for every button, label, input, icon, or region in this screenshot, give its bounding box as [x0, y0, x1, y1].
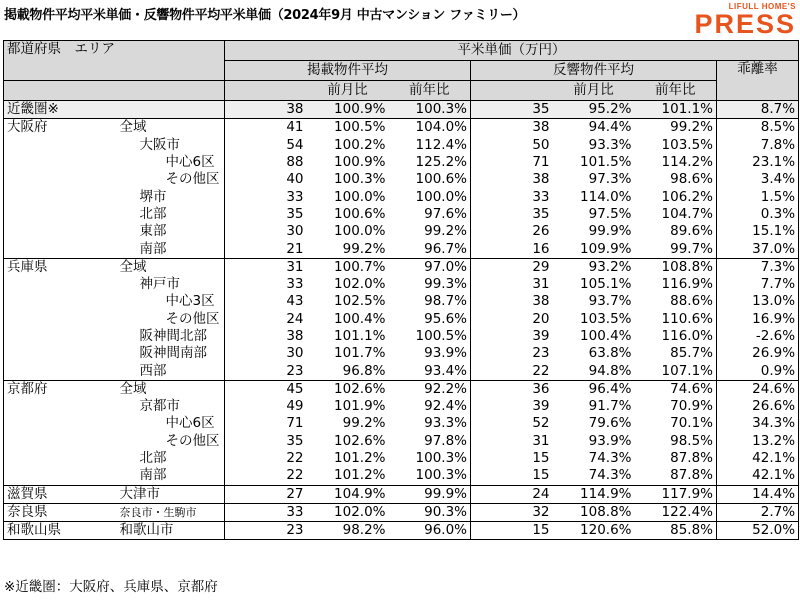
cell-area: 中心6区 — [94, 415, 225, 432]
cell-divergence: 15.1% — [717, 223, 799, 240]
cell-response-price: 39 — [532, 398, 550, 415]
cell-response-mom: 96.4% — [553, 380, 635, 398]
cell-prefecture: 奈良県 — [4, 503, 94, 521]
table-row — [4, 188, 799, 205]
cell-listing-mom: 96.8% — [342, 362, 386, 379]
cell-response-yoy: 116.0% — [635, 328, 717, 345]
price-table — [3, 40, 799, 540]
cell-prefecture — [4, 433, 94, 450]
cell-response-mom: 103.5% — [580, 310, 632, 327]
cell-prefecture — [4, 467, 94, 485]
cell-divergence: 7.3% — [717, 258, 799, 276]
cell-listing-yoy: 99.2% — [389, 223, 471, 240]
header-price-group: 平米単価（万円） — [225, 41, 799, 61]
table-row — [4, 223, 799, 240]
cell-area: 大津市 — [94, 485, 225, 503]
table-row — [4, 154, 799, 171]
table-row — [4, 345, 799, 362]
cell-prefecture — [4, 154, 94, 171]
cell-listing-mom: 99.2% — [342, 415, 386, 432]
cell-response-mom: 100.4% — [580, 328, 632, 344]
cell-response-mom: 93.9% — [588, 432, 632, 449]
header-response-blank — [471, 81, 553, 101]
cell-response-yoy: 103.5% — [635, 137, 717, 154]
cell-divergence: 23.1% — [717, 154, 799, 171]
cell-response-price: 50 — [532, 136, 550, 153]
cell-divergence: -2.6% — [717, 328, 799, 345]
header-area: 都道府県 エリア — [4, 41, 225, 81]
cell-area: 阪神間北部 — [94, 328, 225, 345]
cell-listing-yoy: 100.3% — [389, 101, 471, 119]
cell-prefecture — [4, 293, 94, 310]
cell-listing-mom: 102.6% — [307, 380, 389, 398]
cell-listing-yoy: 97.6% — [389, 206, 471, 223]
table-row — [4, 450, 799, 467]
cell-response-price: 31 — [532, 432, 550, 449]
cell-response-yoy: 70.9% — [635, 398, 717, 415]
table-row — [4, 240, 799, 258]
cell-listing-price: 35 — [286, 432, 304, 449]
cell-listing-mom: 101.2% — [334, 467, 386, 484]
cell-response-mom: 114.0% — [580, 188, 632, 205]
cell-response-price: 38 — [471, 119, 553, 137]
cell-response-yoy: 87.8% — [635, 467, 717, 485]
cell-response-mom: 93.3% — [588, 136, 632, 153]
cell-divergence: 42.1% — [717, 467, 799, 485]
cell-area — [94, 101, 225, 119]
header-response-yoy: 前年比 — [635, 81, 717, 101]
cell-listing-price: 71 — [286, 415, 304, 432]
cell-listing-mom: 100.7% — [307, 258, 389, 276]
cell-response-yoy: 70.1% — [635, 415, 717, 432]
cell-response-mom: 97.5% — [588, 205, 632, 222]
cell-response-price: 36 — [471, 380, 553, 398]
cell-listing-yoy: 93.9% — [389, 345, 471, 362]
cell-area: 北部 — [94, 450, 225, 467]
cell-prefecture — [4, 171, 94, 188]
cell-response-price: 24 — [471, 485, 553, 503]
table-row — [4, 522, 799, 540]
cell-response-yoy: 99.2% — [635, 119, 717, 137]
cell-response-price: 35 — [532, 205, 550, 222]
cell-response-price: 26 — [532, 223, 550, 240]
cell-prefecture: 兵庫県 — [4, 258, 94, 276]
cell-listing-price: 49 — [286, 398, 304, 415]
cell-listing-yoy: 99.9% — [389, 485, 471, 503]
cell-response-price: 16 — [532, 240, 550, 257]
cell-listing-price: 23 — [286, 362, 304, 379]
cell-response-mom: 97.3% — [588, 171, 632, 188]
cell-listing-yoy: 99.3% — [389, 276, 471, 293]
cell-listing-price: 30 — [286, 345, 304, 362]
cell-divergence: 8.7% — [717, 101, 799, 119]
cell-divergence: 2.7% — [717, 503, 799, 521]
cell-prefecture — [4, 311, 94, 328]
cell-listing-yoy: 125.2% — [389, 154, 471, 171]
cell-area: 奈良市・生駒市 — [94, 503, 225, 521]
cell-listing-yoy: 96.7% — [389, 240, 471, 258]
table-row — [4, 293, 799, 310]
table-row — [4, 137, 799, 154]
cell-response-mom: 99.9% — [588, 223, 632, 240]
cell-response-price: 33 — [532, 188, 550, 205]
logo-main-text: PRESS — [694, 9, 796, 39]
cell-prefecture — [4, 206, 94, 223]
cell-response-yoy: 87.8% — [635, 450, 717, 467]
cell-response-price: 39 — [532, 328, 550, 344]
cell-listing-price: 88 — [286, 154, 304, 171]
cell-response-mom: 79.6% — [588, 415, 632, 432]
cell-listing-mom: 101.9% — [334, 398, 386, 415]
cell-listing-mom: 100.0% — [334, 188, 386, 205]
cell-response-price: 38 — [532, 171, 550, 188]
cell-divergence: 24.6% — [717, 380, 799, 398]
lifull-homes-press-logo — [692, 2, 796, 37]
table-row — [4, 276, 799, 293]
cell-listing-yoy: 93.4% — [389, 362, 471, 380]
cell-response-yoy: 85.7% — [635, 345, 717, 362]
cell-divergence: 13.2% — [717, 433, 799, 450]
cell-area: 北部 — [94, 206, 225, 223]
cell-listing-mom: 101.1% — [334, 328, 386, 344]
cell-response-yoy: 98.5% — [635, 433, 717, 450]
cell-response-yoy: 89.6% — [635, 223, 717, 240]
cell-listing-mom: 100.4% — [334, 310, 386, 327]
cell-area: 京都市 — [94, 398, 225, 415]
header-row-1 — [4, 41, 799, 61]
cell-response-mom: 93.7% — [588, 293, 632, 310]
cell-response-mom: 95.2% — [553, 101, 635, 119]
cell-listing-mom: 99.2% — [342, 240, 386, 257]
cell-listing-yoy: 97.0% — [389, 258, 471, 276]
cell-listing-price: 33 — [286, 276, 304, 293]
cell-response-mom: 108.8% — [553, 503, 635, 521]
cell-response-mom: 94.8% — [588, 362, 632, 379]
cell-response-mom: 94.4% — [553, 119, 635, 137]
cell-area: その他区 — [94, 311, 225, 328]
table-row — [4, 328, 799, 345]
cell-area: 全域 — [94, 258, 225, 276]
cell-response-price: 32 — [471, 503, 553, 521]
cell-response-yoy: 110.6% — [635, 311, 717, 328]
cell-area: 南部 — [94, 467, 225, 485]
cell-listing-price: 43 — [286, 293, 304, 310]
cell-area: 中心6区 — [94, 154, 225, 171]
cell-divergence: 1.5% — [717, 188, 799, 205]
cell-response-price: 23 — [532, 345, 550, 362]
cell-area: 全域 — [94, 380, 225, 398]
cell-prefecture: 近畿圏※ — [4, 101, 94, 119]
table-row — [4, 311, 799, 328]
cell-prefecture — [4, 223, 94, 240]
cell-listing-price: 27 — [225, 485, 307, 503]
cell-divergence: 26.6% — [717, 398, 799, 415]
cell-response-yoy: 85.8% — [635, 522, 717, 540]
cell-listing-mom: 100.5% — [307, 119, 389, 137]
cell-listing-yoy: 104.0% — [389, 119, 471, 137]
cell-response-mom: 74.3% — [588, 450, 632, 467]
cell-prefecture — [4, 276, 94, 293]
cell-prefecture — [4, 415, 94, 432]
cell-area: 神戸市 — [94, 276, 225, 293]
cell-area: 東部 — [94, 223, 225, 240]
table-row — [4, 362, 799, 380]
cell-listing-yoy: 112.4% — [389, 137, 471, 154]
cell-divergence: 52.0% — [717, 522, 799, 540]
table-row — [4, 433, 799, 450]
cell-response-mom: 101.5% — [580, 154, 632, 171]
cell-listing-price: 35 — [286, 205, 304, 222]
cell-listing-yoy: 100.3% — [389, 467, 471, 485]
cell-divergence: 7.7% — [717, 276, 799, 293]
cell-listing-price: 31 — [225, 258, 307, 276]
cell-listing-yoy: 97.8% — [389, 433, 471, 450]
cell-response-yoy: 74.6% — [635, 380, 717, 398]
header-response-avg: 反響物件平均 — [471, 61, 717, 81]
cell-divergence: 13.0% — [717, 293, 799, 310]
table-row — [4, 503, 799, 521]
header-row-3 — [4, 81, 799, 101]
table-row — [4, 206, 799, 223]
cell-area: その他区 — [94, 171, 225, 188]
cell-area: 和歌山市 — [94, 522, 225, 540]
cell-response-price: 20 — [532, 310, 550, 327]
cell-divergence: 14.4% — [717, 485, 799, 503]
cell-response-price: 15 — [532, 450, 550, 467]
header-listing-mom: 前月比 — [307, 81, 389, 101]
cell-divergence: 8.5% — [717, 119, 799, 137]
cell-response-yoy: 98.6% — [635, 171, 717, 188]
cell-divergence: 16.9% — [717, 311, 799, 328]
cell-listing-mom: 100.2% — [334, 136, 386, 153]
cell-listing-mom: 100.3% — [334, 171, 386, 188]
cell-listing-price: 45 — [225, 380, 307, 398]
cell-listing-mom: 101.2% — [334, 450, 386, 467]
header-divergence: 乖離率 — [717, 61, 799, 101]
table-row — [4, 171, 799, 188]
cell-prefecture — [4, 362, 94, 380]
cell-listing-yoy: 92.2% — [389, 380, 471, 398]
cell-response-price: 15 — [471, 522, 553, 540]
cell-listing-price: 23 — [225, 522, 307, 540]
cell-response-mom: 74.3% — [588, 467, 632, 484]
cell-divergence: 0.3% — [717, 206, 799, 223]
cell-prefecture — [4, 328, 94, 345]
cell-listing-mom: 98.2% — [307, 522, 389, 540]
cell-response-price: 52 — [532, 415, 550, 432]
cell-listing-mom: 100.9% — [334, 154, 386, 171]
cell-listing-mom: 101.7% — [334, 345, 386, 362]
table-row — [4, 415, 799, 432]
cell-listing-mom: 100.0% — [334, 223, 386, 240]
cell-response-price: 29 — [471, 258, 553, 276]
cell-divergence: 26.9% — [717, 345, 799, 362]
cell-listing-price: 41 — [225, 119, 307, 137]
cell-area: 阪神間南部 — [94, 345, 225, 362]
cell-response-mom: 109.9% — [580, 240, 632, 257]
cell-prefecture — [4, 345, 94, 362]
cell-listing-mom: 102.5% — [334, 293, 386, 310]
cell-prefecture: 京都府 — [4, 380, 94, 398]
cell-response-price: 22 — [532, 362, 550, 379]
cell-area: 全域 — [94, 119, 225, 137]
table-row — [4, 467, 799, 485]
cell-response-yoy: 99.7% — [635, 240, 717, 258]
cell-area: 大阪市 — [94, 137, 225, 154]
cell-area: 南部 — [94, 240, 225, 258]
cell-response-yoy: 117.9% — [635, 485, 717, 503]
cell-listing-price: 54 — [286, 136, 304, 153]
cell-listing-yoy: 100.0% — [389, 188, 471, 205]
cell-area: 中心3区 — [94, 293, 225, 310]
cell-response-yoy: 104.7% — [635, 206, 717, 223]
cell-response-price: 15 — [532, 467, 550, 484]
cell-response-yoy: 114.2% — [635, 154, 717, 171]
cell-listing-yoy: 98.7% — [389, 293, 471, 310]
cell-listing-price: 22 — [286, 467, 304, 484]
cell-prefecture: 大阪府 — [4, 119, 94, 137]
cell-prefecture — [4, 188, 94, 205]
cell-listing-mom: 100.9% — [307, 101, 389, 119]
cell-listing-price: 22 — [286, 450, 304, 467]
cell-response-yoy: 88.6% — [635, 293, 717, 310]
header-listing-yoy: 前年比 — [389, 81, 471, 101]
cell-response-yoy: 101.1% — [635, 101, 717, 119]
cell-listing-yoy: 92.4% — [389, 398, 471, 415]
cell-response-yoy: 106.2% — [635, 188, 717, 205]
header-listing-blank — [225, 81, 307, 101]
cell-area: 堺市 — [94, 188, 225, 205]
logo-top-text: LIFULL HOME'S — [728, 2, 796, 11]
cell-listing-yoy: 100.5% — [389, 328, 471, 345]
cell-divergence: 37.0% — [717, 240, 799, 258]
cell-listing-price: 21 — [286, 240, 304, 257]
cell-response-price: 31 — [532, 276, 550, 293]
cell-listing-yoy: 100.6% — [389, 171, 471, 188]
cell-divergence: 3.4% — [717, 171, 799, 188]
cell-divergence: 0.9% — [717, 362, 799, 380]
cell-prefecture: 和歌山県 — [4, 522, 94, 540]
cell-prefecture: 滋賀県 — [4, 485, 94, 503]
table-row — [4, 485, 799, 503]
table-row — [4, 101, 799, 119]
cell-response-yoy: 107.1% — [635, 362, 717, 380]
cell-response-price: 35 — [471, 101, 553, 119]
cell-listing-mom: 104.9% — [307, 485, 389, 503]
header-listing-avg: 掲載物件平均 — [225, 61, 471, 81]
cell-area: 西部 — [94, 362, 225, 380]
cell-response-yoy: 116.9% — [635, 276, 717, 293]
cell-area: その他区 — [94, 433, 225, 450]
cell-listing-price: 33 — [225, 503, 307, 521]
cell-listing-price: 24 — [286, 310, 304, 327]
cell-response-yoy: 108.8% — [635, 258, 717, 276]
cell-listing-price: 30 — [286, 223, 304, 240]
cell-listing-yoy: 100.3% — [389, 450, 471, 467]
cell-listing-price: 38 — [286, 328, 304, 344]
cell-listing-yoy: 96.0% — [389, 522, 471, 540]
cell-listing-mom: 100.6% — [334, 205, 386, 222]
cell-response-price: 38 — [532, 293, 550, 310]
cell-prefecture — [4, 450, 94, 467]
cell-divergence: 7.8% — [717, 137, 799, 154]
cell-response-mom: 91.7% — [588, 398, 632, 415]
chart-title: 掲載物件平均平米単価・反響物件平均平米単価（2024年9月 中古マンション ファミリー） — [4, 8, 526, 23]
cell-prefecture — [4, 137, 94, 154]
header-response-mom: 前月比 — [553, 81, 635, 101]
cell-listing-yoy: 93.3% — [389, 415, 471, 432]
cell-response-mom: 93.2% — [553, 258, 635, 276]
table-row — [4, 380, 799, 398]
cell-listing-mom: 102.0% — [334, 276, 386, 293]
cell-response-mom: 105.1% — [580, 276, 632, 293]
header-blank — [4, 81, 225, 101]
cell-response-price: 71 — [532, 154, 550, 171]
cell-divergence: 34.3% — [717, 415, 799, 432]
cell-response-mom: 114.9% — [553, 485, 635, 503]
cell-listing-price: 33 — [286, 188, 304, 205]
cell-listing-mom: 102.0% — [307, 503, 389, 521]
table-row — [4, 119, 799, 137]
footnote: ※近畿圏：大阪府、兵庫県、京都府 — [4, 579, 218, 595]
cell-listing-price: 38 — [225, 101, 307, 119]
cell-listing-yoy: 90.3% — [389, 503, 471, 521]
cell-prefecture — [4, 398, 94, 415]
table-row — [4, 258, 799, 276]
cell-listing-price: 40 — [286, 171, 304, 188]
cell-response-yoy: 122.4% — [635, 503, 717, 521]
cell-listing-mom: 102.6% — [334, 432, 386, 449]
cell-divergence: 42.1% — [717, 450, 799, 467]
cell-listing-yoy: 95.6% — [389, 311, 471, 328]
cell-response-mom: 120.6% — [553, 522, 635, 540]
cell-prefecture — [4, 240, 94, 258]
table-row — [4, 398, 799, 415]
cell-response-mom: 63.8% — [588, 345, 632, 362]
